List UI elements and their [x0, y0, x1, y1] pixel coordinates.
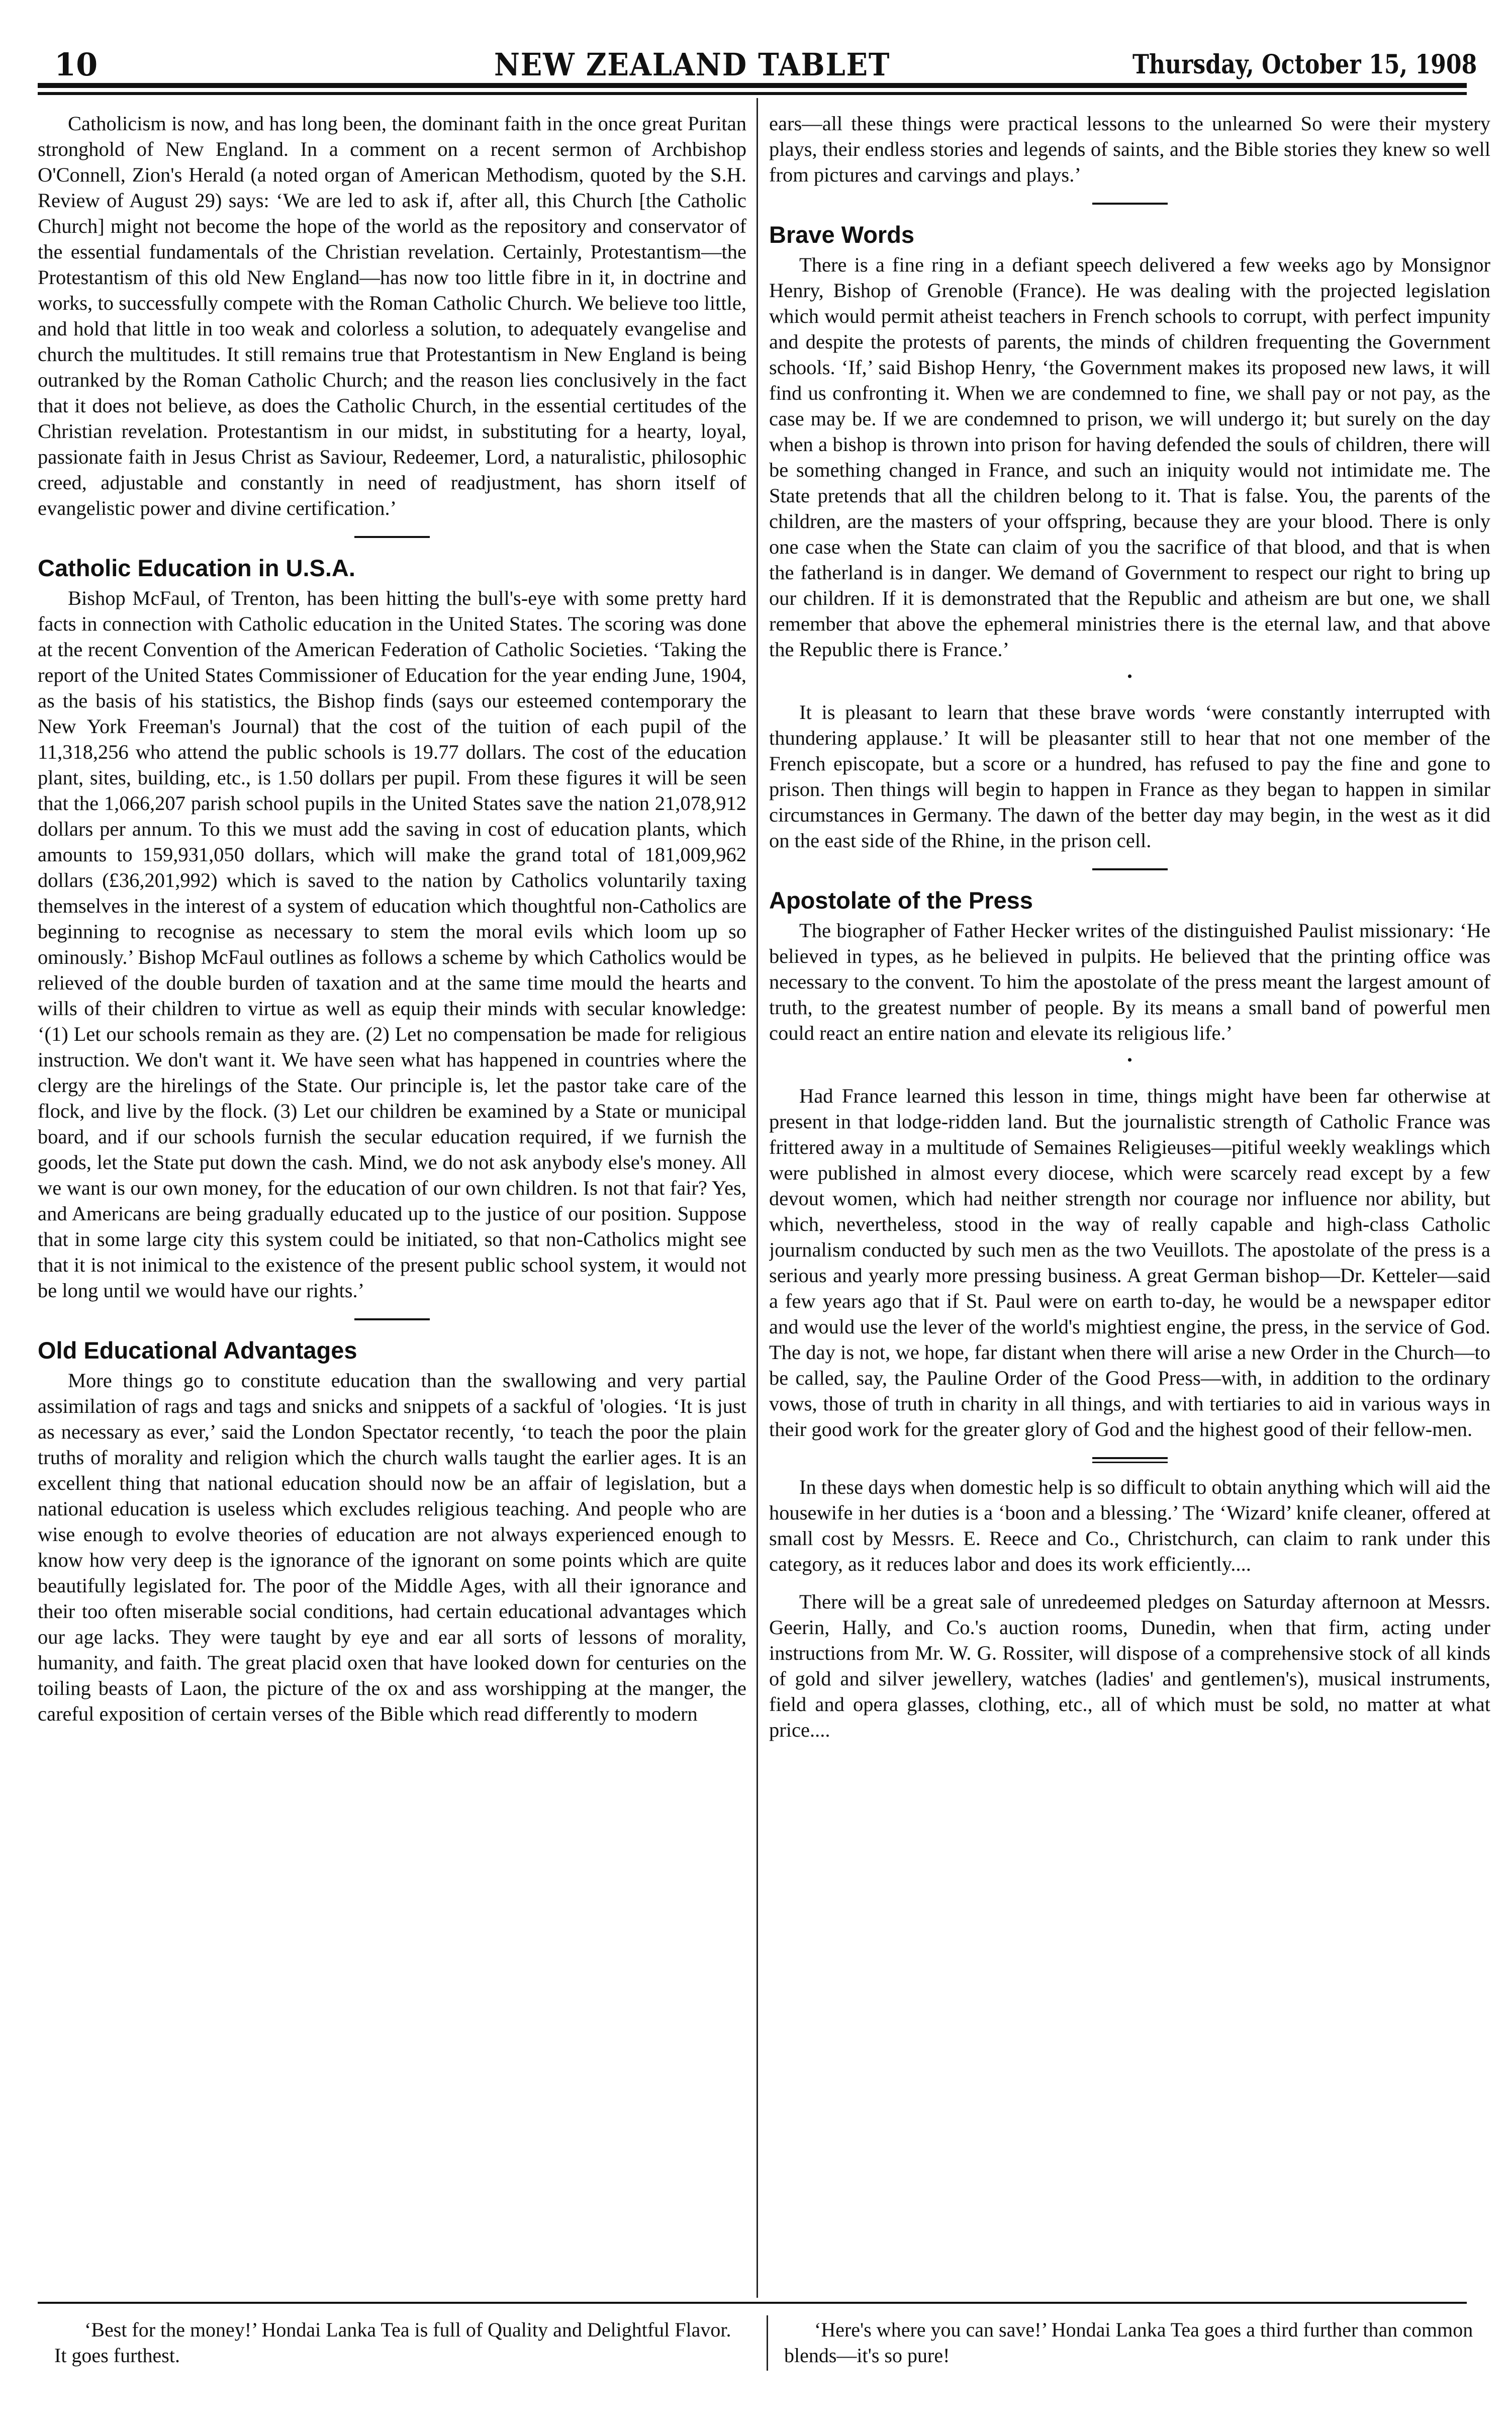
section-divider: [1092, 868, 1168, 870]
column-divider: [757, 98, 758, 2298]
footer-ad-right: [784, 2317, 1488, 2368]
section-divider: [1092, 203, 1168, 205]
ad-text: ‘Here's where you can save!’ Hondai Lanka Tea goes a third further than common blends—it's so pure!: [784, 2318, 1473, 2367]
page-number: 10: [54, 46, 98, 83]
paragraph-separator: •: [1127, 668, 1132, 685]
section-divider: [354, 536, 430, 538]
article-apostolate-of-press: The biographer of Father Hecker writes of the distinguished Paulist missionary: ‘He believed in types, as he believed in pulpits. He believed that the printing office was necessary to the convent. To him the apostolate of the press meant the largest amount of truth, to the greatest number of people. By its means a small band of powerful men could react an entire nation and elevate its religious life.’: [769, 919, 1490, 1044]
article-apostolate-of-press-2: Had France learned this lesson in time, things might have been far otherwise at present in that lodge-ridden land. But the journalistic strength of Catholic France was frittered away in a multitude of Semaines Religieuses—pitiful weekly weaklings which were published in almost every diocese, which were scarcely read except by a few devout women, which had neither strength nor courage nor influence nor ability, but which, nevertheless, stood in the way of really capable and high-class Catholic journalism conducted by such men as the two Veuillots. The apostolate of the press is a serious and yearly more pressing business. A great German bishop—Dr. Ketteler—said a few years ago that if St. Paul were on earth to-day, he would be a newspaper editor and would use the lever of the world's mightiest engine, the press, in the service of God. The day is not, we hope, far distant when there will arise a new Order in the Church—to be called, say, the Pauline Order of the Good Press—with, in addition to the ordinary vows, those of truth in charity in all things, and with tertiaries to aid in various ways in their good work for the greater glory of God and the highest good of their fellow-men.: [769, 1085, 1490, 1440]
footer-rule: [38, 2302, 1467, 2304]
section-divider-double: [1092, 1457, 1168, 1463]
notice-pledge-sale: There will be a great sale of unredeemed pledges on Saturday afternoon at Messrs. Geerin, Hally, and Co.'s auction rooms, Dunedin, when that firm, acting under instructions from Mr. W. G. Rossiter, will dispose of a comprehensive stock of all kinds of gold and silver jewellery, watches (ladies' and gentlemen's), musical instruments, field and opera glasses, clothing, etc., all of which must be sold, no matter at what price....: [769, 1590, 1490, 1741]
article-brave-words-2: It is pleasant to learn that these brave words ‘were constantly interrupted with thundering applause.’ It will be pleasanter still to hear that not one member of the French episcopate, but a score or a hundred, has refused to pay the fine and gone to prison. Then things will begin to happen in France as they began to happen in similar circumstances in Germany. The dawn of the better day may begin, in the west as it did on the east side of the Rhine, in the prison cell.: [769, 701, 1490, 852]
right-column: [769, 111, 1490, 2293]
masthead: [54, 46, 1477, 83]
notice-wizard-knife-cleaner: In these days when domestic help is so difficult to obtain anything which will aid the housewife in her duties is a ‘boon and a blessing.’ The ‘Wizard’ knife cleaner, offered at small cost by Messrs. E. Reece and Co., Christchurch, can claim to rank under this category, as it reduces labor and does its work efficiently....: [769, 1476, 1490, 1575]
article-intro-paragraph: Catholicism is now, and has long been, the dominant faith in the once great Puritan stronghold of New England. In a comment on a recent sermon of Archbishop O'Connell, Zion's Herald (a noted organ of American Methodism, quoted by the S.H. Review of August 29) says: ‘We are led to ask if, after all, this Church [the Catholic Church] might not become the hope of the world as the repository and conservator of the essential fundamentals of the Christian revelation. Certainly, Protestantism—the Protestantism of this old New England—has now too little fibre in it, in doctrine and works, to successfully compete with the Roman Catholic Church. We believe too little, and hold that little in too weak and colorless a solution, to adequately evangelise and church the multitudes. It still remains true that Protestantism in New England is being outranked by the Roman Catholic Church; and the reason lies conclusively in the fact that it does not believe, as does the Catholic Church, in the essential certitudes of the Christian revelation. Protestantism in our midst, in substituting for a hearty, loyal, passionate faith in Jesus Christ as Saviour, Redeemer, Lord, a naturalistic, philosophic creed, adjustable and constantly in need of readjustment, has shorn itself of evangelistic power and divine certification.’: [38, 112, 746, 519]
footer-divider: [767, 2315, 768, 2371]
left-column: [38, 111, 746, 2293]
article-old-educational-advantages: More things go to constitute education than the swallowing and very partial assimilation of rags and tags and snicks and snippets of a sackful of 'ologies. ‘It is just as necessary as ever,’ said the London Spectator recently, ‘to teach the poor the plain truths of morality and religion which the church walls taught the earlier ages. It is an excellent thing that national education should now be an affair of legislation, but a national education is useless which excludes religious teaching. And people who are wise enough to evolve theories of education are not always experienced enough to know how very deep is the ignorance of the ignorant on some points which are quite beautifully legislated for. The poor of the Middle Ages, with all their ignorance and their too often miserable social conditions, had certain educational advantages which our age lacks. They were taught by eye and ear all sorts of lessons of morality, humanity, and faith. The great placid oxen that have looked down for centuries on the toiling beasts of Laon, the picture of the ox and ass worshipping at the manger, the careful exposition of certain verses of the Bible which read differently to modern: [38, 1369, 746, 1725]
header-rule-thin: [38, 92, 1467, 95]
paragraph-separator: •: [1127, 1052, 1132, 1068]
footer-ad-left: [54, 2317, 738, 2368]
heading-brave-words: Brave Words: [769, 221, 915, 248]
section-divider: [354, 1318, 430, 1320]
article-brave-words: There is a fine ring in a defiant speech delivered a few weeks ago by Monsignor Henry, Bishop of Grenoble (France). He was dealing with the projected legislation which would permit atheist teachers in French schools to corrupt, with perfect impunity and despite the protests of parents, the minds of children frequenting the Government schools. ‘If,’ said Bishop Henry, ‘the Government makes its proposed new laws, it will find us confronting it. When we are condemned to fine, we shall pay or not pay, as the case may be. If we are condemned to prison, we will undergo it; but surely on the day when a bishop is thrown into prison for having defended the souls of children, there will be something changed in France, and such an iniquity would not intimidate me. The State pretends that all the children belong to it. That is false. You, the parents of the children, are the masters of your offspring, because they are your blood. There is only one case when the State can claim of you the sacrifice of that blood, and that is when the fatherland is in danger. We demand of Government to respect our right to bring up our children. If it is demonstrated that the Republic and atheism are but one, we shall remember that above the ephemeral ministries there is the eternal law, and that above the Republic there is France.’: [769, 253, 1490, 661]
heading-old-educational-advantages: Old Educational Advantages: [38, 1337, 357, 1364]
heading-apostolate-of-press: Apostolate of the Press: [769, 887, 1033, 914]
issue-date: Thursday, October 15, 1908: [1132, 49, 1477, 80]
newspaper-title: NEW ZEALAND TABLET: [494, 46, 891, 83]
article-continuation: ears—all these things were practical lessons to the unlearned So were their mystery plays, their endless stories and legends of saints, and the Bible stories they knew so well from pictures and carvings and plays.’: [769, 112, 1490, 186]
header-rule-thick: [38, 83, 1467, 88]
ad-text: ‘Best for the money!’ Hondai Lanka Tea is full of Quality and Delightful Flavor. It goes furthest.: [54, 2318, 731, 2367]
heading-catholic-education: Catholic Education in U.S.A.: [38, 555, 355, 581]
article-catholic-education: Bishop McFaul, of Trenton, has been hitting the bull's-eye with some pretty hard facts in connection with Catholic education in the United States. The scoring was done at the recent Convention of the American Federation of Catholic Societies. ‘Taking the report of the United States Commissioner of Education for the year ending June, 1904, as the basis of his statistics, the Bishop finds (says our esteemed contemporary the New York Freeman's Journal) that the cost of the tuition of each pupil of the 11,318,256 who attend the public schools is 19.77 dollars. The cost of the education plant, sites, building, etc., is 1.50 dollars per pupil. From these figures it will be seen that the 1,066,207 parish school pupils in the United States save the nation 21,078,912 dollars per annum. To this we must add the saving in cost of education plants, which amounts to 159,931,050 dollars, which will make the grand total of 181,009,962 dollars (£36,201,992) which is saved to the nation by Catholics voluntarily taxing themselves in the interest of a system of education which thoughtful non-Catholics are beginning to recognise as necessary to stem the moral evils which loom up so ominously.’ Bishop McFaul outlines as follows a scheme by which Catholics would be relieved of the double burden of taxation and at the same time mould the hearts and wills of their children to virtue as well as equip their minds with secular knowledge: ‘(1) Let our schools remain as they are. (2) Let no compensation be made for religious instruction. We don't want it. We have seen what has happened in countries where the clergy are the hirelings of the State. Our principle is, let the pastor take care of the flock, and live by the flock. (3) Let our children be examined by a State or municipal board, and if our schools furnish the secular education required, if we furnish the goods, let the State put down the cash. Mind, we do not ask anybody else's money. All we want is our own money, for the education of our own children. Is not that fair? Yes, and Americans are being gradually educated up to the justice of our position. Suppose that in some large city this system could be initiated, so that non-Catholics might see that it is not inimical to the existence of the present public school system, it would not be long until we would have our rights.’: [38, 587, 746, 1302]
